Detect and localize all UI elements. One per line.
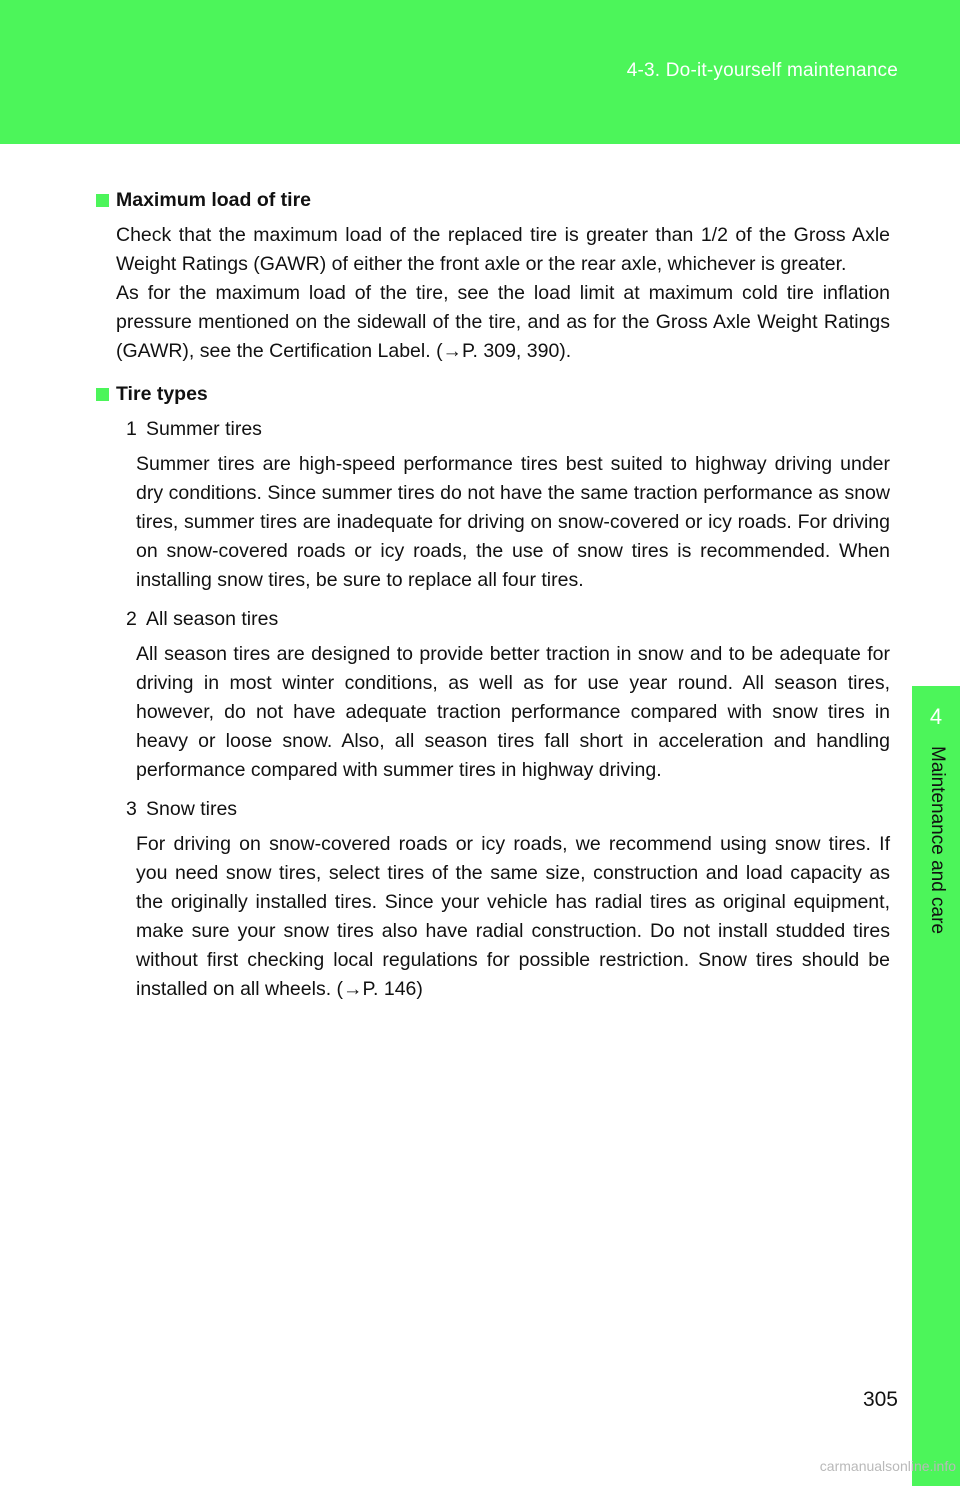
list-item-header [126, 795, 890, 824]
paragraph: As for the maximum load of the tire, see the load limit at maximum cold tire inflation pressure mentioned on the sidewall of the tire, and as for the Gross Axle Weight Ratings (GAWR), see the Certification Label. (→P. 309, 390). [116, 282, 890, 362]
list-item-title: Snow tires [146, 798, 238, 820]
list-item-body: All season tires are designed to provide better traction in snow and to be adequate for driving in most winter conditions, as well as for use year round. All season tires, however, do not have adequate traction performance compared with snow tires in heavy or loose snow. Also, all season tires fall short in acceleration and handling performance compared with summer tires in highway driving. [136, 643, 890, 781]
page-header [0, 0, 960, 144]
chapter-side-tab [912, 686, 960, 1486]
page-content [96, 186, 890, 1018]
watermark: carmanualsonline.info [819, 1458, 956, 1474]
list-item-title: Summer tires [146, 418, 262, 440]
page-number: 305 [862, 1388, 898, 1411]
chapter-title: Maintenance and care [927, 746, 948, 935]
list-item-body: For driving on snow-covered roads or icy roads, we recommend using snow tires. If you need snow tires, select tires of the same size, construction and load capacity as the originally installed tires. Since your vehicle has radial tires as original equipment, make sure your snow tires also have radial construction. Do not install studded tires without first checking local regulations for possible restriction. Snow tires should be installed on all wheels. (→P. 146) [136, 833, 890, 1000]
section-tire-types [96, 380, 890, 1004]
section-heading-text: Tire types [116, 383, 208, 405]
list-item-header [126, 415, 890, 444]
chapter-number: 4 [929, 704, 943, 729]
section-maximum-load [96, 186, 890, 366]
section-heading [96, 186, 890, 215]
section-heading [96, 380, 890, 409]
list-item-body: Summer tires are high-speed performance tires best suited to highway driving under dry conditions. Since summer tires do not have the same traction performance as snow tires, summer tires are inadequate for driving on snow-covered or icy roads. For driving on snow-covered roads or icy roads, the use of snow tires is recommended. When installing snow tires, be sure to replace all four tires. [136, 453, 890, 591]
list-item-number: 1 [126, 418, 137, 440]
section-heading-text: Maximum load of tire [116, 189, 312, 211]
list-item [96, 415, 890, 595]
square-bullet-icon [96, 388, 109, 401]
list-item-header [126, 605, 890, 634]
list-item-number: 3 [126, 798, 137, 820]
list-item [96, 605, 890, 785]
square-bullet-icon [96, 194, 109, 207]
list-item [96, 795, 890, 1004]
paragraph: Check that the maximum load of the replaced tire is greater than 1/2 of the Gross Axle Weight Ratings (GAWR) of either the front axle or the rear axle, whichever is greater. [116, 224, 890, 275]
section-title: 4-3. Do-it-yourself maintenance [626, 60, 898, 81]
list-item-number: 2 [126, 608, 137, 630]
list-item-title: All season tires [146, 608, 279, 630]
